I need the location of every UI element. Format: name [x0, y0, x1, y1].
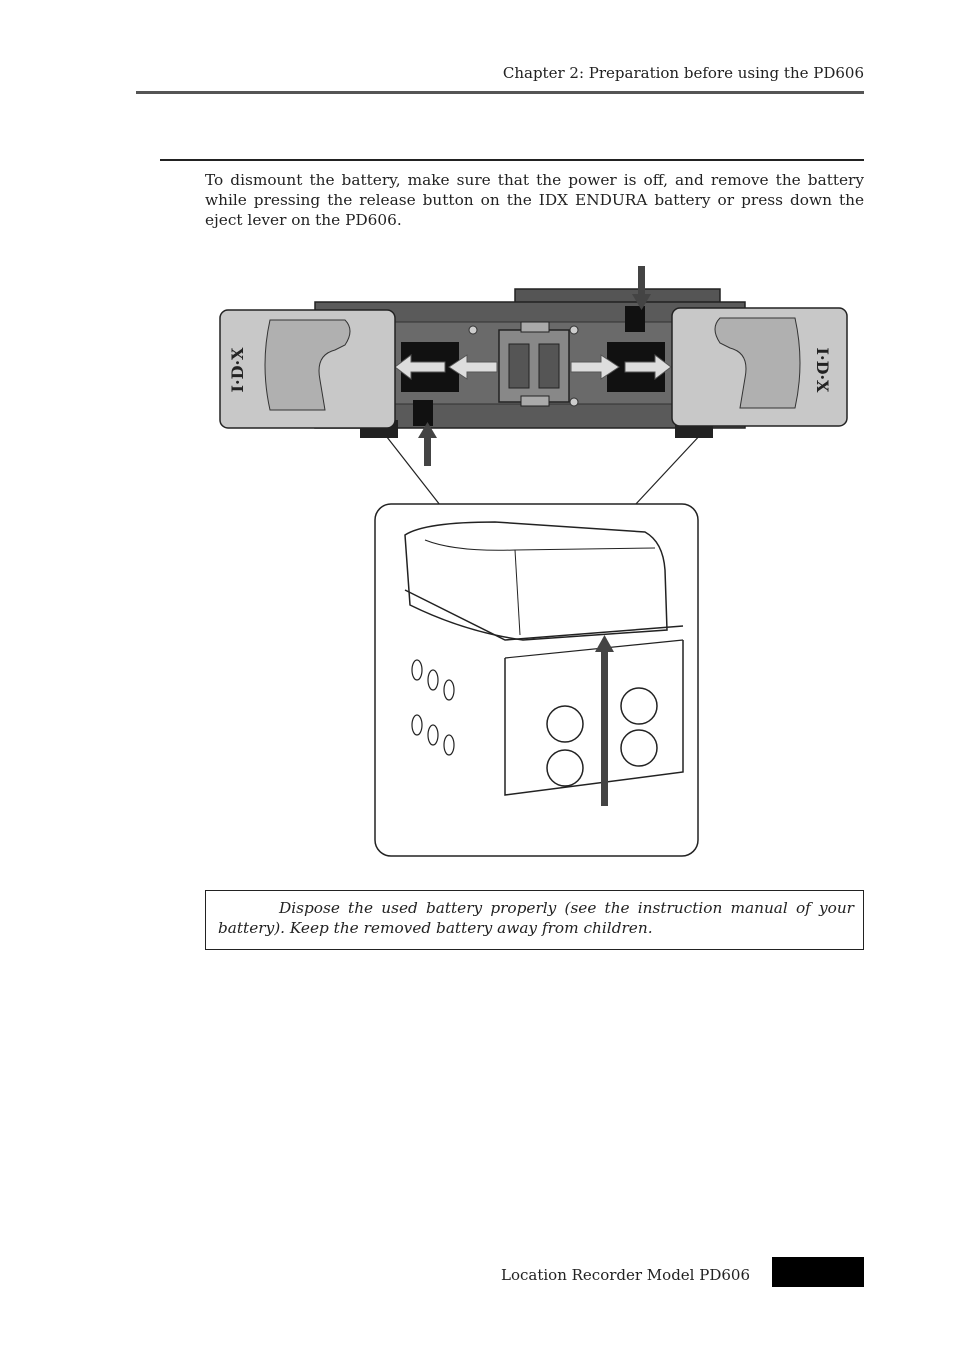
- detail-view: [375, 504, 698, 856]
- header-rule: [136, 91, 864, 94]
- caution-note-box: [205, 890, 864, 950]
- section-rule: [160, 159, 864, 161]
- page-number-tab: [772, 1257, 864, 1287]
- footer-title: Location Recorder Model PD606: [501, 1266, 750, 1284]
- battery-logo-left: I·D·X: [228, 347, 247, 393]
- instruction-paragraph: To dismount the battery, make sure that the power is off, and remove the battery while pressing the release button on the IDX ENDURA battery or press down the eject lever on the PD606.: [205, 171, 864, 229]
- chapter-header: Chapter 2: Preparation before using the PD606: [502, 64, 864, 82]
- right-battery: [672, 308, 847, 426]
- caution-note-text: Dispose the used battery properly (see the instruction manual of your battery). Keep the removed battery away from children.: [218, 899, 854, 937]
- battery-logo-right: I·D·X: [813, 347, 832, 393]
- center-bracket: [499, 322, 569, 406]
- recorder-top-view: [220, 266, 847, 466]
- battery-removal-illustration: [205, 260, 855, 864]
- left-battery: [220, 310, 395, 428]
